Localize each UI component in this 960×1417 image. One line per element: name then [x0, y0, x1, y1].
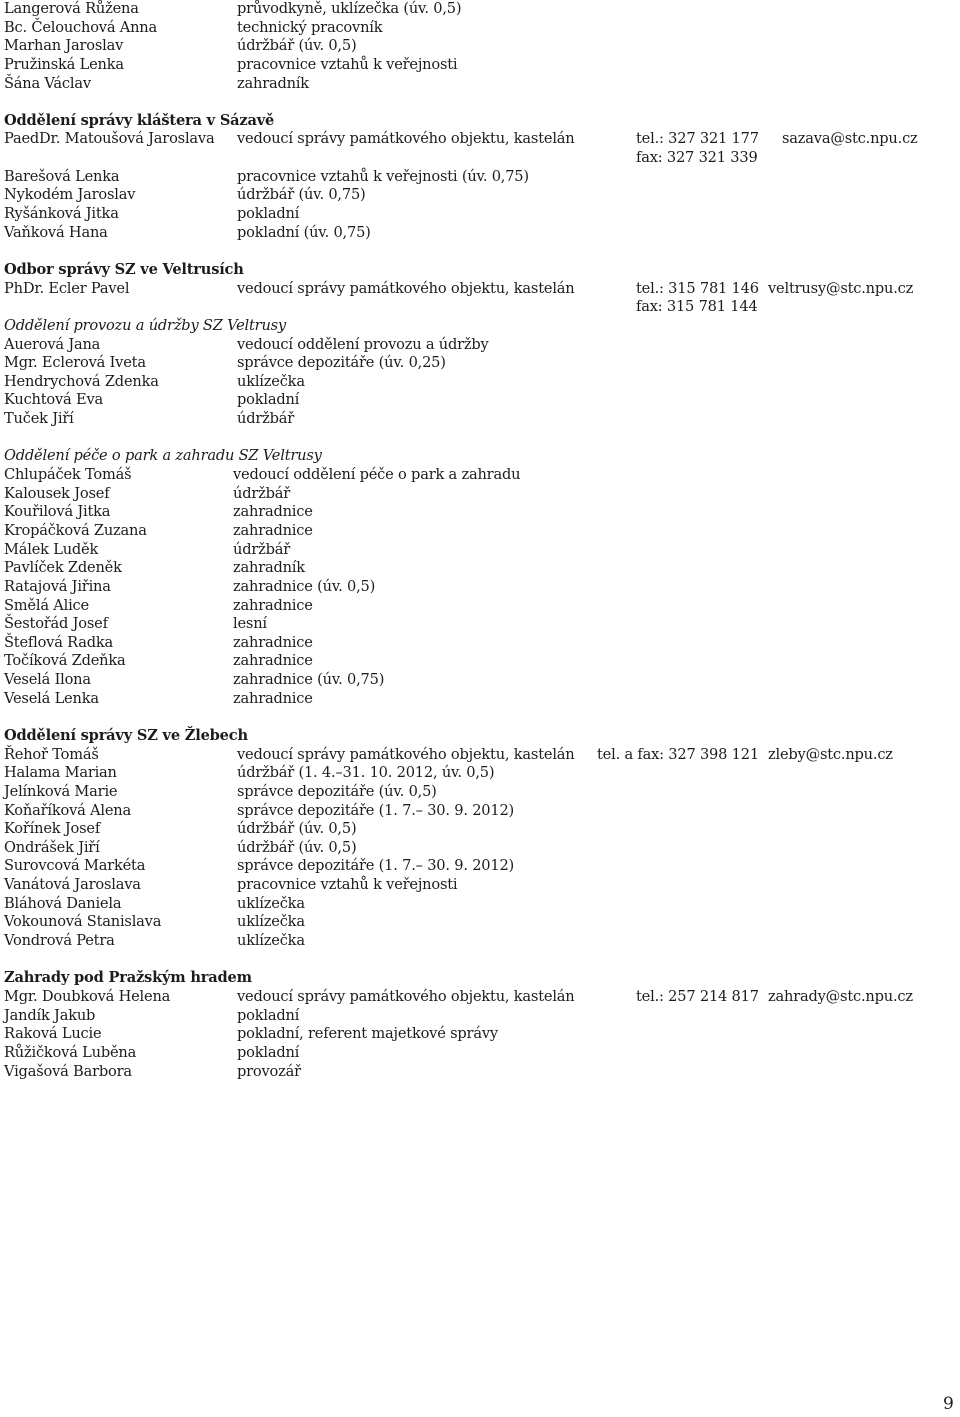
- employee-role: zahradnice (úv. 0,5): [233, 577, 376, 595]
- employee-name: Točíková Zdeňka: [4, 652, 126, 670]
- directory-row: [4, 559, 944, 578]
- employee-name: Raková Lucie: [4, 1025, 102, 1043]
- employee-role: vedoucí správy památkového objektu, kastelán: [237, 130, 575, 148]
- employee-role: pracovnice vztahů k veřejnosti: [237, 876, 458, 894]
- directory-row: [4, 168, 944, 187]
- employee-role: uklízečka: [237, 932, 305, 950]
- employee-role: vedoucí oddělení péče o park a zahradu: [233, 466, 521, 484]
- section-heading: Zahrady pod Pražským hradem: [4, 969, 252, 987]
- employee-name: Kalousek Josef: [4, 484, 110, 502]
- employee-role: zahradník: [233, 559, 305, 577]
- phone-number: tel.: 327 321 177: [636, 130, 759, 148]
- spacer: [4, 708, 944, 727]
- staff-directory: [4, 0, 944, 1081]
- email-address[interactable]: zahrady@stc.npu.cz: [768, 987, 913, 1005]
- employee-name: Vokounová Stanislava: [4, 913, 162, 931]
- employee-role: provozář: [237, 1062, 301, 1080]
- employee-name: Veselá Ilona: [4, 671, 91, 689]
- directory-row: [4, 802, 944, 821]
- employee-role: uklízečka: [237, 894, 305, 912]
- directory-row: [4, 541, 944, 560]
- employee-name: Vanátová Jaroslava: [4, 876, 141, 894]
- employee-name: Kořínek Josef: [4, 820, 101, 838]
- directory-row: [4, 1063, 944, 1082]
- directory-row: [4, 298, 944, 317]
- fax-number: fax: 315 781 144: [636, 298, 758, 316]
- employee-role: pokladní: [237, 391, 300, 409]
- employee-role: vedoucí správy památkového objektu, kastelán: [237, 745, 575, 763]
- directory-row: [4, 354, 944, 373]
- directory-row: [4, 149, 944, 168]
- directory-row: [4, 503, 944, 522]
- employee-role: zahradnice: [233, 652, 313, 670]
- directory-row: [4, 764, 944, 783]
- employee-name: Marhan Jaroslav: [4, 37, 124, 55]
- employee-name: Ryšánková Jitka: [4, 205, 119, 223]
- employee-role: pracovnice vztahů k veřejnosti: [237, 55, 458, 73]
- directory-row: [4, 1025, 944, 1044]
- employee-role: správce depozitáře (úv. 0,5): [237, 782, 437, 800]
- email-address[interactable]: veltrusy@stc.npu.cz: [768, 279, 914, 297]
- employee-role: údržbář (1. 4.–31. 10. 2012, úv. 0,5): [237, 764, 495, 782]
- employee-name: Málek Luděk: [4, 540, 99, 558]
- directory-row: [4, 485, 944, 504]
- employee-name: Barešová Lenka: [4, 167, 120, 185]
- directory-row: [4, 37, 944, 56]
- employee-role: zahradnice (úv. 0,75): [233, 671, 385, 689]
- directory-row: [4, 391, 944, 410]
- employee-role: zahradnice: [233, 503, 313, 521]
- employee-name: Veselá Lenka: [4, 689, 99, 707]
- employee-role: správce depozitáře (1. 7.– 30. 9. 2012): [237, 801, 515, 819]
- employee-name: Jelínková Marie: [4, 782, 118, 800]
- directory-row: [4, 205, 944, 224]
- employee-role: vedoucí správy památkového objektu, kastelán: [237, 279, 575, 297]
- directory-row: [4, 671, 944, 690]
- directory-row: [4, 0, 944, 19]
- phone-number: tel.: 257 214 817: [636, 987, 759, 1005]
- directory-row: [4, 56, 944, 75]
- employee-role: údržbář (úv. 0,75): [237, 186, 366, 204]
- directory-row: [4, 186, 944, 205]
- directory-row: [4, 820, 944, 839]
- employee-name: Šestořád Josef: [4, 615, 108, 633]
- employee-name: Vaňková Hana: [4, 223, 108, 241]
- employee-name: Vondrová Petra: [4, 932, 115, 950]
- employee-name: PhDr. Ecler Pavel: [4, 279, 130, 297]
- employee-name: Smělá Alice: [4, 596, 89, 614]
- employee-name: Jandík Jakub: [4, 1006, 96, 1024]
- employee-name: Langerová Růžena: [4, 0, 139, 17]
- employee-name: Auerová Jana: [4, 335, 101, 353]
- employee-role: pokladní, referent majetkové správy: [237, 1025, 498, 1043]
- employee-role: uklízečka: [237, 913, 305, 931]
- section-heading: Oddělení péče o park a zahradu SZ Veltrusy: [4, 447, 322, 465]
- directory-row: [4, 597, 944, 616]
- employee-role: údržbář: [233, 540, 291, 558]
- fax-number: fax: 327 321 339: [636, 149, 758, 167]
- directory-row: [4, 130, 944, 149]
- directory-row: [4, 280, 944, 299]
- spacer: [4, 951, 944, 970]
- section-heading: Oddělení správy SZ ve Žlebech: [4, 726, 248, 744]
- directory-row: [4, 652, 944, 671]
- directory-row: [4, 857, 944, 876]
- employee-name: Ratajová Jiřina: [4, 577, 111, 595]
- phone-number: tel.: 315 781 146: [636, 279, 759, 297]
- spacer: [4, 429, 944, 448]
- employee-role: zahradnice: [233, 689, 313, 707]
- employee-name: Mgr. Eclerová Iveta: [4, 354, 146, 372]
- section-heading: Oddělení provozu a údržby SZ Veltrusy: [4, 316, 286, 334]
- spacer: [4, 242, 944, 261]
- employee-role: údržbář (úv. 0,5): [237, 838, 357, 856]
- directory-row: [4, 895, 944, 914]
- employee-role: uklízečka: [237, 372, 305, 390]
- employee-role: technický pracovník: [237, 18, 383, 36]
- employee-role: údržbář: [233, 484, 291, 502]
- directory-row: [4, 615, 944, 634]
- section-heading: Oddělení správy kláštera v Sázavě: [4, 111, 275, 129]
- phone-number: tel. a fax: 327 398 121: [597, 745, 759, 763]
- employee-name: Chlupáček Tomáš: [4, 466, 132, 484]
- employee-name: Mgr. Doubková Helena: [4, 987, 171, 1005]
- employee-role: zahradnice: [233, 521, 313, 539]
- spacer: [4, 93, 944, 112]
- directory-row: [4, 522, 944, 541]
- page-number: 9: [943, 1394, 954, 1414]
- employee-role: údržbář (úv. 0,5): [237, 37, 357, 55]
- employee-name: Šteflová Radka: [4, 633, 114, 651]
- directory-row: [4, 19, 944, 38]
- directory-row: [4, 913, 944, 932]
- employee-name: Řehoř Tomáš: [4, 745, 99, 763]
- employee-role: údržbář: [237, 410, 295, 428]
- directory-row: [4, 690, 944, 709]
- employee-role: lesní: [233, 615, 267, 633]
- employee-name: Šána Václav: [4, 74, 91, 92]
- directory-row: [4, 373, 944, 392]
- employee-role: pokladní (úv. 0,75): [237, 223, 371, 241]
- directory-row: [4, 839, 944, 858]
- employee-name: Halama Marian: [4, 764, 117, 782]
- employee-name: Koňaříková Alena: [4, 801, 131, 819]
- employee-role: pokladní: [237, 205, 300, 223]
- directory-row: [4, 932, 944, 951]
- email-address[interactable]: zleby@stc.npu.cz: [768, 745, 893, 763]
- employee-role: správce depozitáře (úv. 0,25): [237, 354, 446, 372]
- employee-name: Kouřilová Jitka: [4, 503, 111, 521]
- directory-row: [4, 1007, 944, 1026]
- employee-name: Ondrášek Jiří: [4, 838, 100, 856]
- employee-name: Tuček Jiří: [4, 410, 74, 428]
- directory-row: [4, 410, 944, 429]
- employee-name: Hendrychová Zdenka: [4, 372, 159, 390]
- section-heading: Odbor správy SZ ve Veltrusích: [4, 260, 244, 278]
- directory-row: [4, 578, 944, 597]
- employee-role: pracovnice vztahů k veřejnosti (úv. 0,75): [237, 167, 529, 185]
- employee-role: zahradnice: [233, 596, 313, 614]
- directory-row: [4, 466, 944, 485]
- employee-role: zahradník: [237, 74, 309, 92]
- employee-name: Kuchtová Eva: [4, 391, 103, 409]
- employee-name: PaedDr. Matoušová Jaroslava: [4, 130, 215, 148]
- directory-row: [4, 224, 944, 243]
- employee-name: Růžičková Luběna: [4, 1043, 137, 1061]
- employee-name: Pružinská Lenka: [4, 55, 124, 73]
- employee-name: Kropáčková Zuzana: [4, 521, 147, 539]
- employee-name: Bláhová Daniela: [4, 894, 122, 912]
- employee-role: správce depozitáře (1. 7.– 30. 9. 2012): [237, 857, 515, 875]
- directory-row: [4, 336, 944, 355]
- employee-role: průvodkyně, uklízečka (úv. 0,5): [237, 0, 462, 17]
- employee-role: zahradnice: [233, 633, 313, 651]
- employee-name: Nykodém Jaroslav: [4, 186, 136, 204]
- directory-row: [4, 783, 944, 802]
- employee-role: pokladní: [237, 1006, 300, 1024]
- employee-name: Vigašová Barbora: [4, 1062, 132, 1080]
- directory-row: [4, 876, 944, 895]
- employee-name: Bc. Čelouchová Anna: [4, 18, 158, 36]
- directory-row: [4, 746, 944, 765]
- directory-row: [4, 1044, 944, 1063]
- directory-row: [4, 988, 944, 1007]
- employee-name: Pavlíček Zdeněk: [4, 559, 122, 577]
- employee-name: Surovcová Markéta: [4, 857, 146, 875]
- employee-role: vedoucí správy památkového objektu, kastelán: [237, 987, 575, 1005]
- employee-role: vedoucí oddělení provozu a údržby: [237, 335, 489, 353]
- email-address[interactable]: sazava@stc.npu.cz: [782, 130, 918, 148]
- directory-row: [4, 634, 944, 653]
- employee-role: pokladní: [237, 1043, 300, 1061]
- employee-role: údržbář (úv. 0,5): [237, 820, 357, 838]
- directory-row: [4, 75, 944, 94]
